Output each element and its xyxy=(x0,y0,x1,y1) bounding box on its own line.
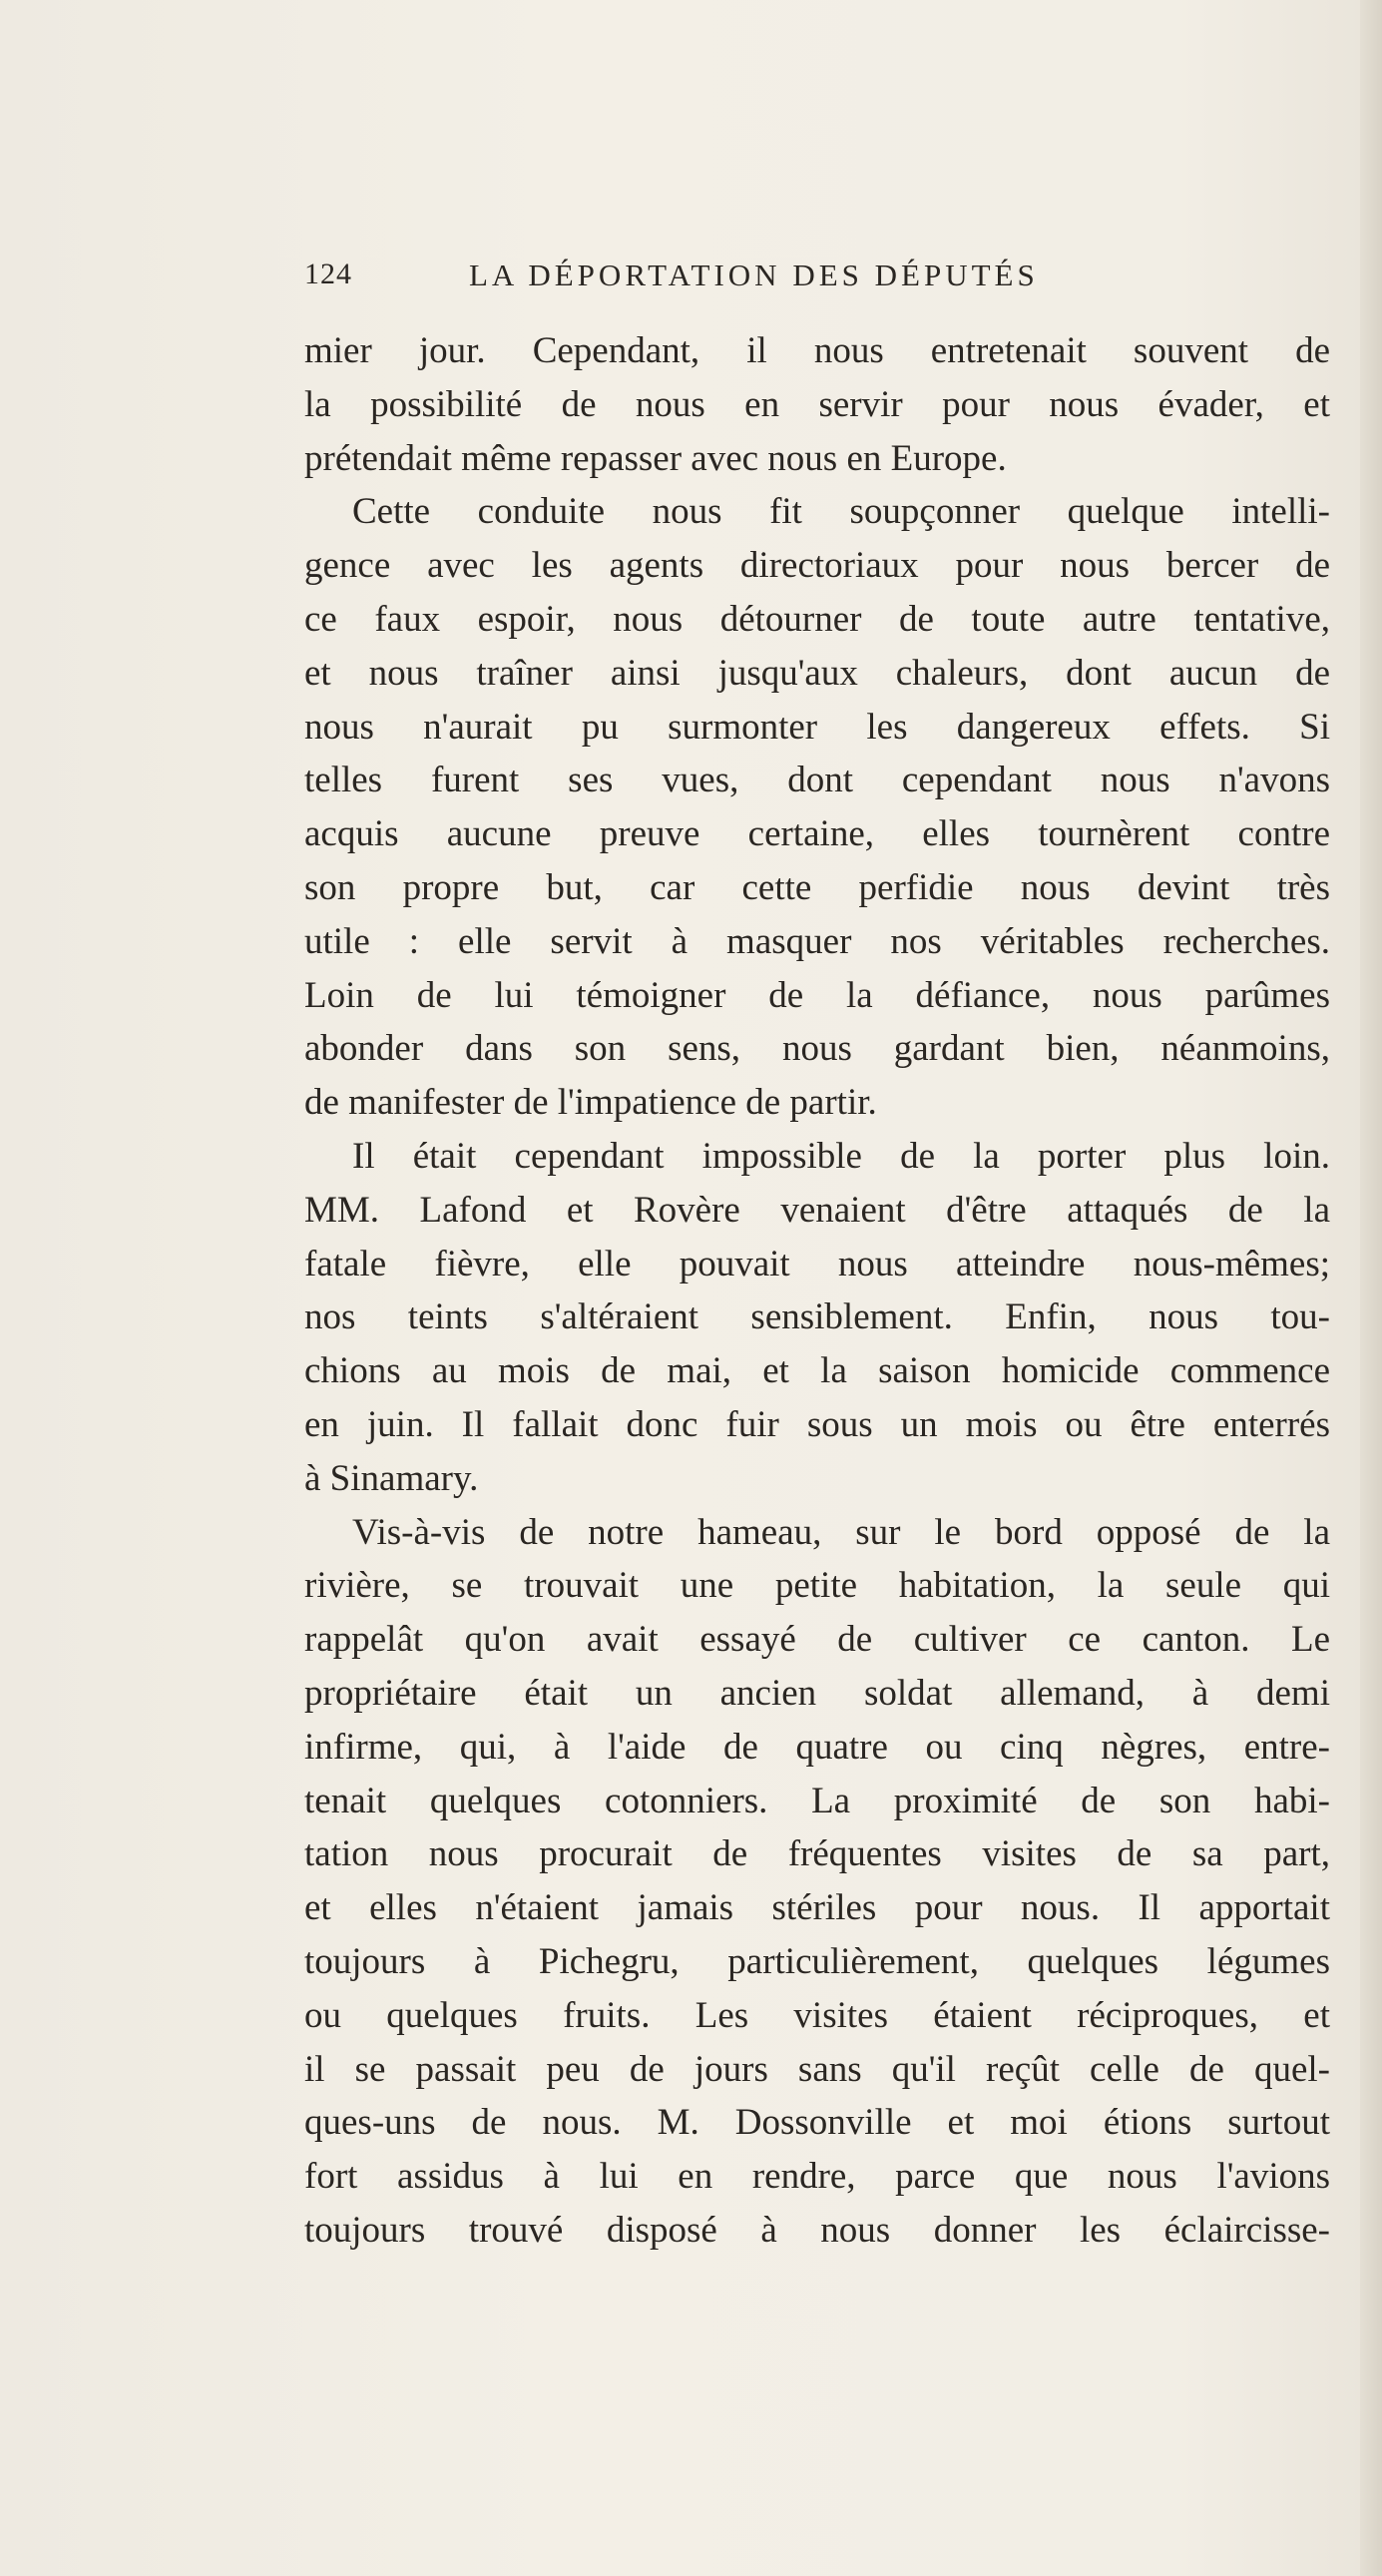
text-line: rappelât qu'on avait essayé de cultiver ce canton. Le xyxy=(304,1619,1330,1661)
running-title: LA DÉPORTATION DES DÉPUTÉS xyxy=(469,258,1039,292)
text-line: propriétaire était un ancien soldat allemand, à demi xyxy=(304,1672,1330,1714)
text-line: Il était cependant impossible de la porter plus loin. xyxy=(352,1135,1330,1177)
text-line: nos teints s'altéraient sensiblement. Enfin, nous tou- xyxy=(304,1296,1330,1338)
text-line: utile : elle servit à masquer nos véritables recherches. xyxy=(304,920,1330,962)
text-line: abonder dans son sens, nous gardant bien, néanmoins, xyxy=(304,1028,1330,1070)
page-header xyxy=(304,258,1172,307)
body-text xyxy=(304,324,1330,2258)
text-line: MM. Lafond et Rovère venaient d'être attaqués de la xyxy=(304,1189,1330,1231)
text-line: en juin. Il fallait donc fuir sous un mois ou être enterrés xyxy=(304,1403,1330,1445)
text-line: infirme, qui, à l'aide de quatre ou cinq nègres, entre- xyxy=(304,1726,1330,1768)
text-line: à Sinamary. xyxy=(304,1457,479,1499)
text-line: Loin de lui témoigner de la défiance, nous parûmes xyxy=(304,974,1330,1016)
text-line: rivière, se trouvait une petite habitation, la seule qui xyxy=(304,1565,1330,1607)
text-line: et elles n'étaient jamais stériles pour nous. Il apportait xyxy=(304,1887,1330,1929)
text-line: nous n'aurait pu surmonter les dangereux effets. Si xyxy=(304,706,1330,748)
text-line: il se passait peu de jours sans qu'il reçût celle de quel- xyxy=(304,2048,1330,2090)
text-line: ques-uns de nous. M. Dossonville et moi étions surtout xyxy=(304,2102,1330,2144)
text-line: tation nous procurait de fréquentes visites de sa part, xyxy=(304,1833,1330,1875)
text-line: telles furent ses vues, dont cependant nous n'avons xyxy=(304,760,1330,801)
text-line: toujours à Pichegru, particulièrement, quelques légumes xyxy=(304,1940,1330,1982)
text-line: fatale fièvre, elle pouvait nous atteindre nous-mêmes; xyxy=(304,1243,1330,1285)
text-line: et nous traîner ainsi jusqu'aux chaleurs, dont aucun de xyxy=(304,652,1330,694)
text-line: ou quelques fruits. Les visites étaient réciproques, et xyxy=(304,1994,1330,2036)
text-line: tenait quelques cotonniers. La proximité de son habi- xyxy=(304,1780,1330,1821)
text-line: acquis aucune preuve certaine, elles tournèrent contre xyxy=(304,813,1330,855)
text-line: mier jour. Cependant, il nous entretenait souvent de xyxy=(304,330,1330,371)
text-line: de manifester de l'impatience de partir. xyxy=(304,1082,877,1124)
page-edge-shadow xyxy=(1360,0,1382,2576)
page-number: 124 xyxy=(304,258,352,290)
text-line: Vis-à-vis de notre hameau, sur le bord opposé de la xyxy=(352,1511,1330,1553)
text-line: Cette conduite nous fit soupçonner quelque intelli- xyxy=(352,491,1330,533)
text-line: gence avec les agents directoriaux pour nous bercer de xyxy=(304,545,1330,587)
text-line: son propre but, car cette perfidie nous devint très xyxy=(304,866,1330,908)
text-line: prétendait même repasser avec nous en Europe. xyxy=(304,437,1007,479)
text-line: ce faux espoir, nous détourner de toute autre tentative, xyxy=(304,598,1330,640)
text-line: fort assidus à lui en rendre, parce que nous l'avions xyxy=(304,2156,1330,2198)
text-line: la possibilité de nous en servir pour nous évader, et xyxy=(304,383,1330,425)
text-line: chions au mois de mai, et la saison homicide commence xyxy=(304,1350,1330,1392)
text-line: toujours trouvé disposé à nous donner les éclaircisse- xyxy=(304,2209,1330,2251)
